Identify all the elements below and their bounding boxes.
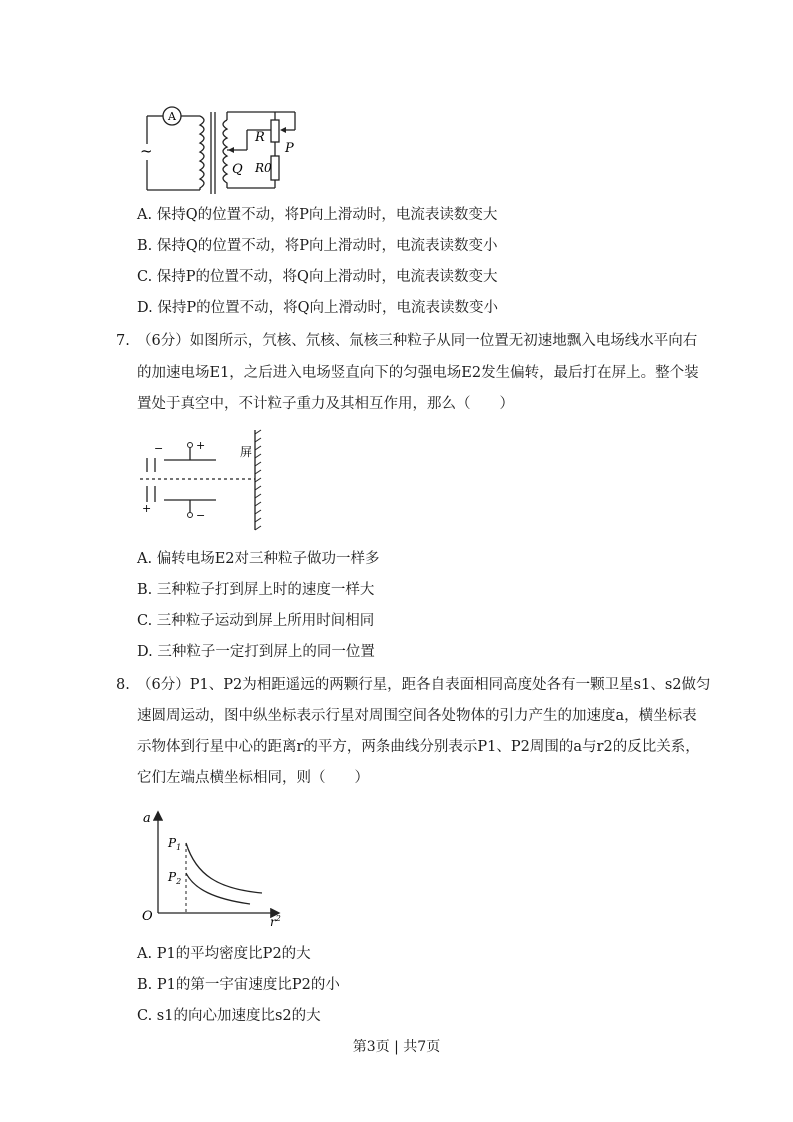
tap-q-label: Q — [232, 162, 243, 177]
q8-option-a: A. P1的平均密度比P2的大 — [137, 946, 311, 962]
q7-option-d: D. 三种粒子一定打到屏上的同一位置 — [137, 644, 375, 660]
q7-option-a: A. 偏转电场E2对三种粒子做功一样多 — [137, 551, 380, 567]
p2-curve — [186, 873, 250, 904]
q8-stem-line-3: 示物体到行星中心的距离r的平方，两条曲线分别表示P1、P2周围的a与r2的反比关系， — [137, 739, 700, 755]
top-plate-plus: + — [196, 439, 206, 452]
y-axis-label: a — [143, 811, 151, 826]
left-plate-plus: + — [142, 502, 152, 515]
origin-label: O — [142, 909, 153, 924]
q8-option-c: C. s1的向心加速度比s2的大 — [137, 1008, 321, 1024]
p2-label: $P_2$ — [168, 870, 182, 886]
q8-stem-line-2: 速圆周运动，图中纵坐标表示行星对周围空间各处物体的引力产生的加速度a，横坐标表 — [137, 708, 697, 724]
left-plate-minus: − — [154, 442, 164, 455]
q7-number: 7. — [116, 333, 130, 349]
q7-option-b: B. 三种粒子打到屏上时的速度一样大 — [137, 582, 375, 598]
resistor-r0-label: R0 — [255, 161, 272, 175]
resistor-r-label: R — [255, 130, 265, 145]
screen-label: 屏 — [240, 445, 253, 459]
acceleration-vs-r2-chart — [138, 805, 288, 930]
q6-option-d: D. 保持P的位置不动，将Q向上滑动时，电流表读数变小 — [137, 300, 498, 316]
q8-stem-line-4: 它们左端点横坐标相同，则（ ） — [137, 770, 369, 786]
bottom-plate-minus: − — [196, 509, 206, 522]
transformer-circuit-diagram — [135, 100, 310, 200]
q8-number: 8. — [116, 677, 130, 693]
q8-stem-line-1: （6分）P1、P2为相距遥远的两颗行星，距各自表面相同高度处各有一颗卫星s1、s2做匀 — [137, 677, 711, 693]
q6-option-b: B. 保持Q的位置不动，将P向上滑动时，电流表读数变小 — [137, 238, 498, 254]
slider-p-label: P — [285, 141, 294, 156]
q8-option-b: B. P1的第一宇宙速度比P2的小 — [137, 977, 340, 993]
q7-option-c: C. 三种粒子运动到屏上所用时间相同 — [137, 613, 375, 629]
electric-field-diagram — [138, 428, 273, 533]
q7-stem-line-1: （6分）如图所示，氕核、氘核、氚核三种粒子从同一位置无初速地飘入电场线水平向右 — [137, 333, 698, 349]
q6-option-a: A. 保持Q的位置不动，将P向上滑动时，电流表读数变大 — [137, 207, 498, 223]
ammeter-label: A — [168, 110, 176, 123]
q7-stem-line-2: 的加速电场E1，之后进入电场竖直向下的匀强电场E2发生偏转，最后打在屏上。整个装 — [137, 365, 699, 381]
q6-option-c: C. 保持P的位置不动，将Q向上滑动时，电流表读数变大 — [137, 269, 498, 285]
x-axis-label: $r^2$ — [270, 914, 281, 929]
p1-label: $P_1$ — [168, 836, 182, 852]
q7-stem-line-3: 置处于真空中，不计粒子重力及其相互作用，那么（ ） — [137, 396, 514, 412]
page-footer: 第3页 | 共7页 — [352, 1039, 441, 1055]
ac-source-symbol: ~ — [140, 142, 153, 160]
